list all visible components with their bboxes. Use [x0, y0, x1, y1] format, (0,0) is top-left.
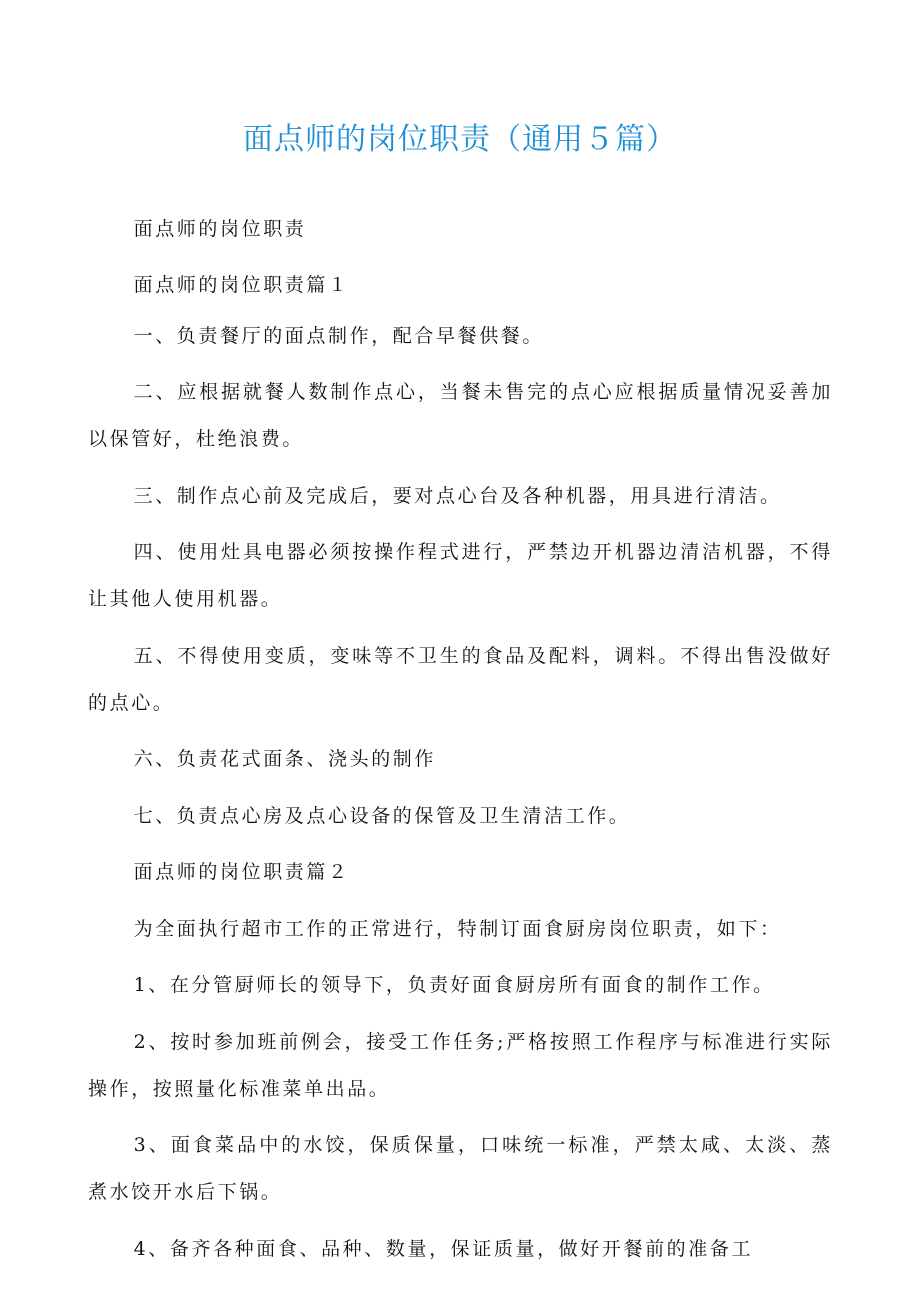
paragraph-item: 六、负责花式面条、浇头的制作: [133, 748, 436, 770]
paragraph-section-2-heading: 面点师的岗位职责篇２: [133, 861, 350, 883]
paragraph-item: 三、制作点心前及完成后，要对点心台及各种机器，用具进行清洁。: [133, 484, 782, 507]
document-body: [88, 206, 833, 1282]
paragraph-section-1-heading: 面点师的岗位职责篇１: [133, 273, 350, 296]
paragraph-item: 五、不得使用变质，变味等不卫生的食品及配料，调料。不得出售没做好的点心。: [88, 644, 833, 714]
paragraph-item: 一、负责餐厅的面点制作，配合早餐供餐。: [133, 324, 544, 347]
paragraph-item: 1、在分管厨师长的领导下，负责好面食厨房所有面食的制作工作。: [133, 974, 775, 996]
paragraph-item: 2、按时参加班前例会，接受工作任务;严格按照工作程序与标准进行实际操作，按照量化标准菜单出品。: [88, 1030, 833, 1100]
paragraph-item: 二、应根据就餐人数制作点心，当餐未售完的点心应根据质量情况妥善加以保管好，杜绝浪费。: [88, 381, 833, 450]
paragraph-item: 3、面食菜品中的水饺，保质保量，口味统一标准，严禁太咸、太淡、蒸煮水饺开水后下锅。: [88, 1134, 833, 1203]
paragraph-item: 七、负责点心房及点心设备的保管及卫生清洁工作。: [133, 804, 631, 827]
document-title: 面点师的岗位职责（通用５篇）: [243, 122, 677, 157]
paragraph-intro: 为全面执行超市工作的正常进行，特制订面食厨房岗位职责，如下：: [133, 917, 782, 940]
paragraph-item: 4、备齐各种面食、品种、数量，保证质量，做好开餐前的准备工: [133, 1237, 754, 1260]
paragraph-item: 四、使用灶具电器必须按操作程式进行，严禁边开机器边清洁机器，不得让其他人使用机器。: [88, 541, 833, 610]
paragraph-heading: 面点师的岗位职责: [133, 218, 307, 240]
